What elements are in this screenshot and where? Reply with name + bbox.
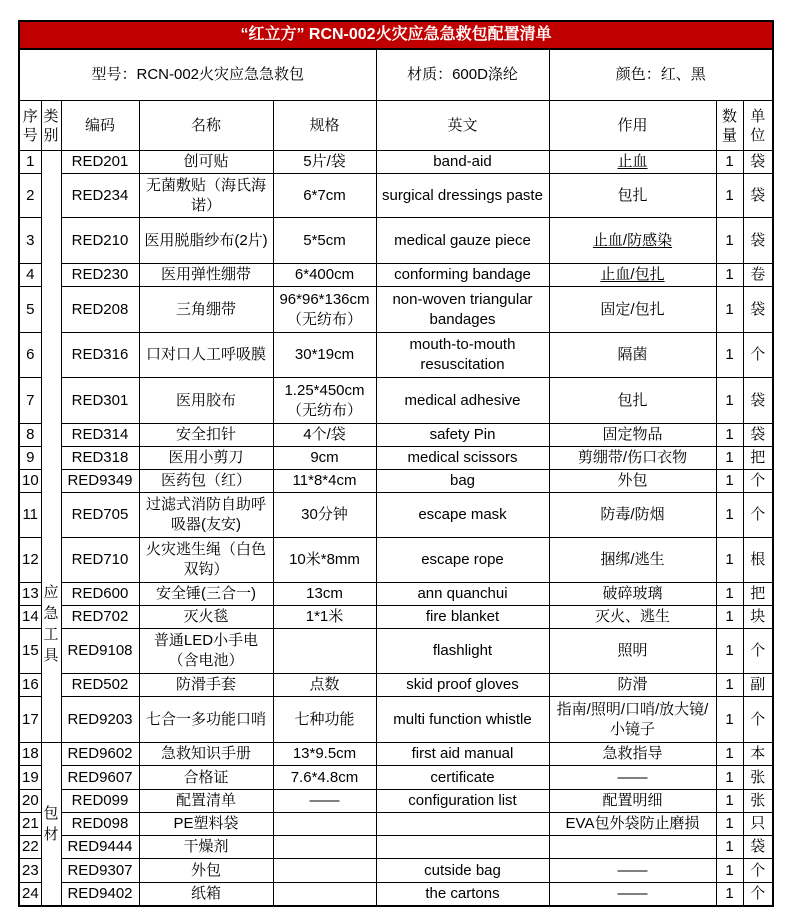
item-code: RED9108: [61, 629, 139, 674]
item-name: 创可贴: [139, 151, 273, 174]
item-name: 急救知识手册: [139, 743, 273, 766]
item-english: medical adhesive: [376, 378, 549, 424]
item-code: RED600: [61, 583, 139, 606]
table-row: [19, 606, 773, 629]
item-name: 干燥剂: [139, 836, 273, 859]
item-role: EVA包外袋防止磨损: [549, 813, 716, 836]
item-english: ann quanchui: [376, 583, 549, 606]
row-serial: 21: [19, 813, 41, 836]
item-code: RED9349: [61, 470, 139, 493]
item-qty: 1: [716, 583, 743, 606]
table-row: [19, 378, 773, 424]
row-serial: 14: [19, 606, 41, 629]
item-code: RED234: [61, 174, 139, 218]
item-role: [549, 836, 716, 859]
item-unit: 袋: [743, 378, 773, 424]
item-qty: 1: [716, 287, 743, 333]
row-serial: 20: [19, 790, 41, 813]
item-role: 防毒/防烟: [549, 493, 716, 538]
item-code: RED705: [61, 493, 139, 538]
header-qty: 数量: [716, 101, 743, 151]
item-qty: 1: [716, 378, 743, 424]
row-serial: 4: [19, 264, 41, 287]
item-english: the cartons: [376, 883, 549, 907]
item-english: [376, 836, 549, 859]
item-unit: 把: [743, 447, 773, 470]
table-row: [19, 836, 773, 859]
item-spec: 1*1米: [273, 606, 376, 629]
item-unit: 个: [743, 470, 773, 493]
row-serial: 13: [19, 583, 41, 606]
item-unit: 袋: [743, 287, 773, 333]
material-cell: 材质：600D涤纶: [376, 49, 549, 101]
item-role: 破碎玻璃: [549, 583, 716, 606]
item-spec: 6*7cm: [273, 174, 376, 218]
table-row: [19, 151, 773, 174]
item-role: 止血: [549, 151, 716, 174]
table-row: [19, 264, 773, 287]
row-serial: 8: [19, 424, 41, 447]
item-name: 安全扣针: [139, 424, 273, 447]
item-code: RED9444: [61, 836, 139, 859]
row-serial: 6: [19, 333, 41, 378]
item-code: RED316: [61, 333, 139, 378]
category-cell-emergency-tools: 应急工具: [41, 151, 61, 743]
item-name: 防滑手套: [139, 674, 273, 697]
item-qty: 1: [716, 470, 743, 493]
header-serial: 序号: [19, 101, 41, 151]
item-role: ——: [549, 766, 716, 790]
item-spec: 7.6*4.8cm: [273, 766, 376, 790]
item-code: RED314: [61, 424, 139, 447]
item-qty: 1: [716, 606, 743, 629]
item-unit: 个: [743, 333, 773, 378]
page-title: “红立方” RCN-002火灾应急急救包配置清单: [19, 21, 773, 49]
item-role: 包扎: [549, 174, 716, 218]
item-name: 普通LED小手电（含电池）: [139, 629, 273, 674]
item-english: fire blanket: [376, 606, 549, 629]
item-spec: 30*19cm: [273, 333, 376, 378]
item-role: 防滑: [549, 674, 716, 697]
item-code: RED098: [61, 813, 139, 836]
item-name: 医用弹性绷带: [139, 264, 273, 287]
item-spec: 5*5cm: [273, 218, 376, 264]
item-role: 隔菌: [549, 333, 716, 378]
item-name: 七合一多功能口哨: [139, 697, 273, 743]
item-name: 医用脱脂纱布(2片): [139, 218, 273, 264]
table-row: [19, 790, 773, 813]
item-qty: 1: [716, 447, 743, 470]
color-cell: 颜色：红、黑: [549, 49, 773, 101]
table-row: [19, 333, 773, 378]
item-role: 剪绷带/伤口衣物: [549, 447, 716, 470]
item-english: band-aid: [376, 151, 549, 174]
row-serial: 1: [19, 151, 41, 174]
item-english: medical gauze piece: [376, 218, 549, 264]
item-unit: 袋: [743, 174, 773, 218]
item-qty: 1: [716, 424, 743, 447]
item-unit: 根: [743, 538, 773, 583]
item-spec: 七种功能: [273, 697, 376, 743]
item-spec: 6*400cm: [273, 264, 376, 287]
item-name: PE塑料袋: [139, 813, 273, 836]
table-row: [19, 583, 773, 606]
item-unit: 个: [743, 883, 773, 907]
item-english: configuration list: [376, 790, 549, 813]
table-row: [19, 174, 773, 218]
item-name: 医用胶布: [139, 378, 273, 424]
item-code: RED210: [61, 218, 139, 264]
item-unit: 袋: [743, 151, 773, 174]
item-english: multi function whistle: [376, 697, 549, 743]
item-name: 无菌敷贴（海氏海诺）: [139, 174, 273, 218]
item-english: safety Pin: [376, 424, 549, 447]
row-serial: 16: [19, 674, 41, 697]
item-name: 火灾逃生绳（白色双钩）: [139, 538, 273, 583]
item-unit: 本: [743, 743, 773, 766]
item-spec: [273, 836, 376, 859]
item-spec: [273, 813, 376, 836]
info-row: [19, 49, 773, 101]
item-role: 包扎: [549, 378, 716, 424]
item-role: 照明: [549, 629, 716, 674]
row-serial: 2: [19, 174, 41, 218]
item-code: RED710: [61, 538, 139, 583]
header-category: 类别: [41, 101, 61, 151]
item-code: RED099: [61, 790, 139, 813]
item-spec: 点数: [273, 674, 376, 697]
row-serial: 19: [19, 766, 41, 790]
item-unit: 卷: [743, 264, 773, 287]
item-spec: 30分钟: [273, 493, 376, 538]
item-qty: 1: [716, 766, 743, 790]
row-serial: 23: [19, 859, 41, 883]
item-code: RED208: [61, 287, 139, 333]
item-role: 捆绑/逃生: [549, 538, 716, 583]
item-english: bag: [376, 470, 549, 493]
header-unit: 单位: [743, 101, 773, 151]
item-qty: 1: [716, 743, 743, 766]
item-spec: ——: [273, 790, 376, 813]
header-code: 编码: [61, 101, 139, 151]
item-spec: 10米*8mm: [273, 538, 376, 583]
item-role: 指南/照明/口哨/放大镜/小镜子: [549, 697, 716, 743]
item-spec: [273, 629, 376, 674]
item-name: 医药包（红）: [139, 470, 273, 493]
item-english: escape rope: [376, 538, 549, 583]
table-row: [19, 674, 773, 697]
header-row: [19, 101, 773, 151]
category-cell-packaging: 包材: [41, 743, 61, 907]
item-spec: 96*96*136cm（无纺布）: [273, 287, 376, 333]
item-role: 固定物品: [549, 424, 716, 447]
item-unit: 个: [743, 493, 773, 538]
row-serial: 15: [19, 629, 41, 674]
row-serial: 24: [19, 883, 41, 907]
item-code: RED502: [61, 674, 139, 697]
item-name: 医用小剪刀: [139, 447, 273, 470]
item-role: 止血/包扎: [549, 264, 716, 287]
table-row: [19, 287, 773, 333]
item-qty: 1: [716, 493, 743, 538]
row-serial: 22: [19, 836, 41, 859]
config-table: [18, 20, 774, 907]
header-name: 名称: [139, 101, 273, 151]
item-code: RED9307: [61, 859, 139, 883]
item-role: ——: [549, 883, 716, 907]
row-serial: 10: [19, 470, 41, 493]
table-row: [19, 883, 773, 907]
item-role: 灭火、逃生: [549, 606, 716, 629]
item-unit: 张: [743, 766, 773, 790]
table-row: [19, 470, 773, 493]
item-english: first aid manual: [376, 743, 549, 766]
item-unit: 袋: [743, 218, 773, 264]
item-role: 固定/包扎: [549, 287, 716, 333]
item-name: 三角绷带: [139, 287, 273, 333]
row-serial: 11: [19, 493, 41, 538]
item-english: surgical dressings paste: [376, 174, 549, 218]
item-unit: 张: [743, 790, 773, 813]
item-unit: 袋: [743, 424, 773, 447]
item-spec: 1.25*450cm（无纺布）: [273, 378, 376, 424]
item-unit: 个: [743, 859, 773, 883]
item-code: RED9203: [61, 697, 139, 743]
item-qty: 1: [716, 836, 743, 859]
item-english: [376, 813, 549, 836]
item-english: conforming bandage: [376, 264, 549, 287]
item-english: skid proof gloves: [376, 674, 549, 697]
item-english: mouth-to-mouth resuscitation: [376, 333, 549, 378]
table-row: [19, 424, 773, 447]
item-qty: 1: [716, 174, 743, 218]
item-role: 急救指导: [549, 743, 716, 766]
item-qty: 1: [716, 697, 743, 743]
item-unit: 只: [743, 813, 773, 836]
item-code: RED9607: [61, 766, 139, 790]
row-serial: 5: [19, 287, 41, 333]
item-spec: 11*8*4cm: [273, 470, 376, 493]
table-row: [19, 493, 773, 538]
item-english: flashlight: [376, 629, 549, 674]
item-spec: 5片/袋: [273, 151, 376, 174]
row-serial: 9: [19, 447, 41, 470]
item-name: 纸箱: [139, 883, 273, 907]
table-row: [19, 859, 773, 883]
item-code: RED230: [61, 264, 139, 287]
item-qty: 1: [716, 264, 743, 287]
item-spec: [273, 883, 376, 907]
item-name: 安全锤(三合一): [139, 583, 273, 606]
item-name: 灭火毯: [139, 606, 273, 629]
item-name: 口对口人工呼吸膜: [139, 333, 273, 378]
item-qty: 1: [716, 333, 743, 378]
item-qty: 1: [716, 859, 743, 883]
item-name: 过滤式消防自助呼吸器(友安): [139, 493, 273, 538]
header-role: 作用: [549, 101, 716, 151]
header-spec: 规格: [273, 101, 376, 151]
table-row: [19, 697, 773, 743]
item-spec: 13*9.5cm: [273, 743, 376, 766]
item-code: RED318: [61, 447, 139, 470]
item-role: 配置明细: [549, 790, 716, 813]
item-unit: 个: [743, 697, 773, 743]
item-spec: 13cm: [273, 583, 376, 606]
table-row: [19, 538, 773, 583]
item-name: 合格证: [139, 766, 273, 790]
model-cell: 型号：RCN-002火灾应急急救包: [19, 49, 376, 101]
item-unit: 把: [743, 583, 773, 606]
row-serial: 18: [19, 743, 41, 766]
item-spec: 9cm: [273, 447, 376, 470]
row-serial: 3: [19, 218, 41, 264]
item-spec: 4个/袋: [273, 424, 376, 447]
item-qty: 1: [716, 883, 743, 907]
item-code: RED9402: [61, 883, 139, 907]
table-row: [19, 743, 773, 766]
item-unit: 块: [743, 606, 773, 629]
table-row: [19, 218, 773, 264]
row-serial: 17: [19, 697, 41, 743]
item-unit: 袋: [743, 836, 773, 859]
item-name: 配置清单: [139, 790, 273, 813]
item-role: 外包: [549, 470, 716, 493]
row-serial: 12: [19, 538, 41, 583]
table-row: [19, 813, 773, 836]
header-english: 英文: [376, 101, 549, 151]
table-row: [19, 447, 773, 470]
row-serial: 7: [19, 378, 41, 424]
item-name: 外包: [139, 859, 273, 883]
item-qty: 1: [716, 151, 743, 174]
item-role: 止血/防感染: [549, 218, 716, 264]
item-code: RED301: [61, 378, 139, 424]
item-english: escape mask: [376, 493, 549, 538]
item-code: RED201: [61, 151, 139, 174]
item-unit: 个: [743, 629, 773, 674]
item-qty: 1: [716, 218, 743, 264]
item-qty: 1: [716, 674, 743, 697]
item-unit: 副: [743, 674, 773, 697]
item-english: cutside bag: [376, 859, 549, 883]
item-english: medical scissors: [376, 447, 549, 470]
item-code: RED702: [61, 606, 139, 629]
table-row: [19, 766, 773, 790]
item-qty: 1: [716, 813, 743, 836]
table-row: [19, 629, 773, 674]
item-code: RED9602: [61, 743, 139, 766]
item-qty: 1: [716, 790, 743, 813]
item-role: ——: [549, 859, 716, 883]
title-row: [19, 21, 773, 49]
item-qty: 1: [716, 629, 743, 674]
item-english: certificate: [376, 766, 549, 790]
item-qty: 1: [716, 538, 743, 583]
item-english: non-woven triangular bandages: [376, 287, 549, 333]
item-spec: [273, 859, 376, 883]
